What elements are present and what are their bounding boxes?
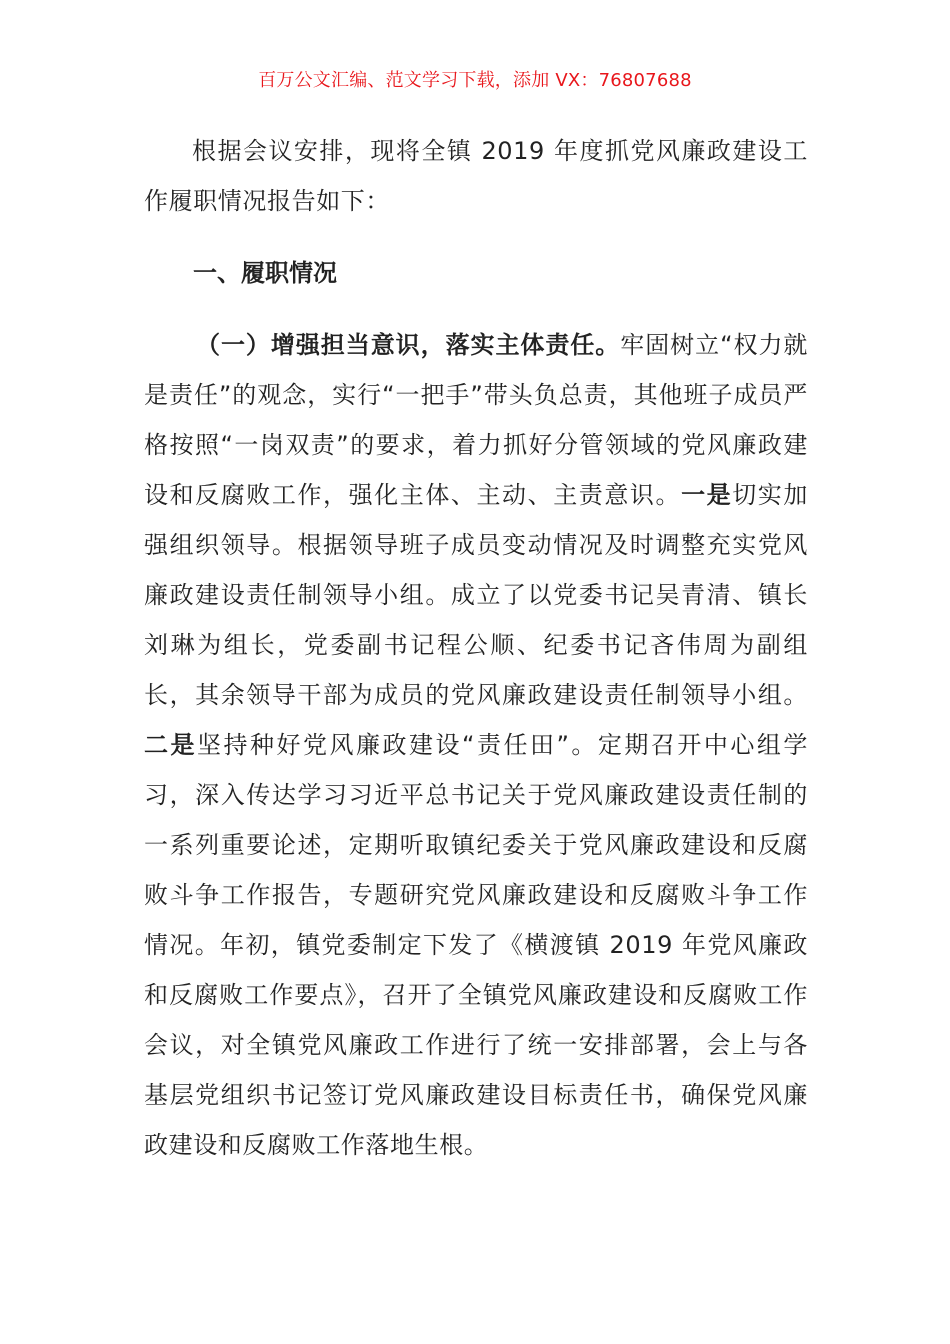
point-two-text: 坚持种好党风廉政建设“责任田”。定期召开中心组学习，深入传达学习习近平总书记关于党风廉政建设责任制的一系列重要论述，定期听取镇纪委关于党风廉政建设和反腐败斗争工作报告，专题研究党风廉政建设和反腐败斗争工作情况。年初，镇党委制定下发了《横渡镇 2019 年党风廉政和反腐败工作要点》，召开了全镇党风廉政建设和反腐败工作会议，对全镇党风廉政工作进行了统一安排部署，会上与各基层党组织书记签订党风廉政建设目标责任书，确保党风廉政建设和反腐败工作落地生根。 <box>144 731 809 1159</box>
point-one-label: 一是 <box>681 481 733 509</box>
point-two-label: 二是 <box>144 731 198 759</box>
section-heading: 一、履职情况 <box>193 259 337 287</box>
intro-paragraph: 根据会议安排，现将全镇 2019 年度抓党风廉政建设工作履职情况报告如下： <box>144 137 808 215</box>
header-watermark-note: 百万公文汇编、范文学习下载，添加 VX：76807688 <box>258 70 692 91</box>
paragraph-text: 牢固树立“权力就是责任”的观念，实行“一把手”带头负总责，其他班子成员严格按照“一岗双责”的要求，着力抓好分管领域的党风廉政建设和反腐败工作，强化主体、主动、主责意识。 <box>144 331 808 509</box>
point-one-text: 切实加强组织领导。根据领导班子成员变动情况及时调整充实党风廉政建设责任制领导小组。成立了以党委书记吴青清、镇长刘琳为组长，党委副书记程公顺、纪委书记吝伟周为副组长，其余领导干部为成员的党风廉政建设责任制领导小组。 <box>144 481 808 709</box>
subsection-heading: （一）增强担当意识，落实主体责任。 <box>196 331 621 359</box>
main-paragraph <box>144 320 808 1170</box>
